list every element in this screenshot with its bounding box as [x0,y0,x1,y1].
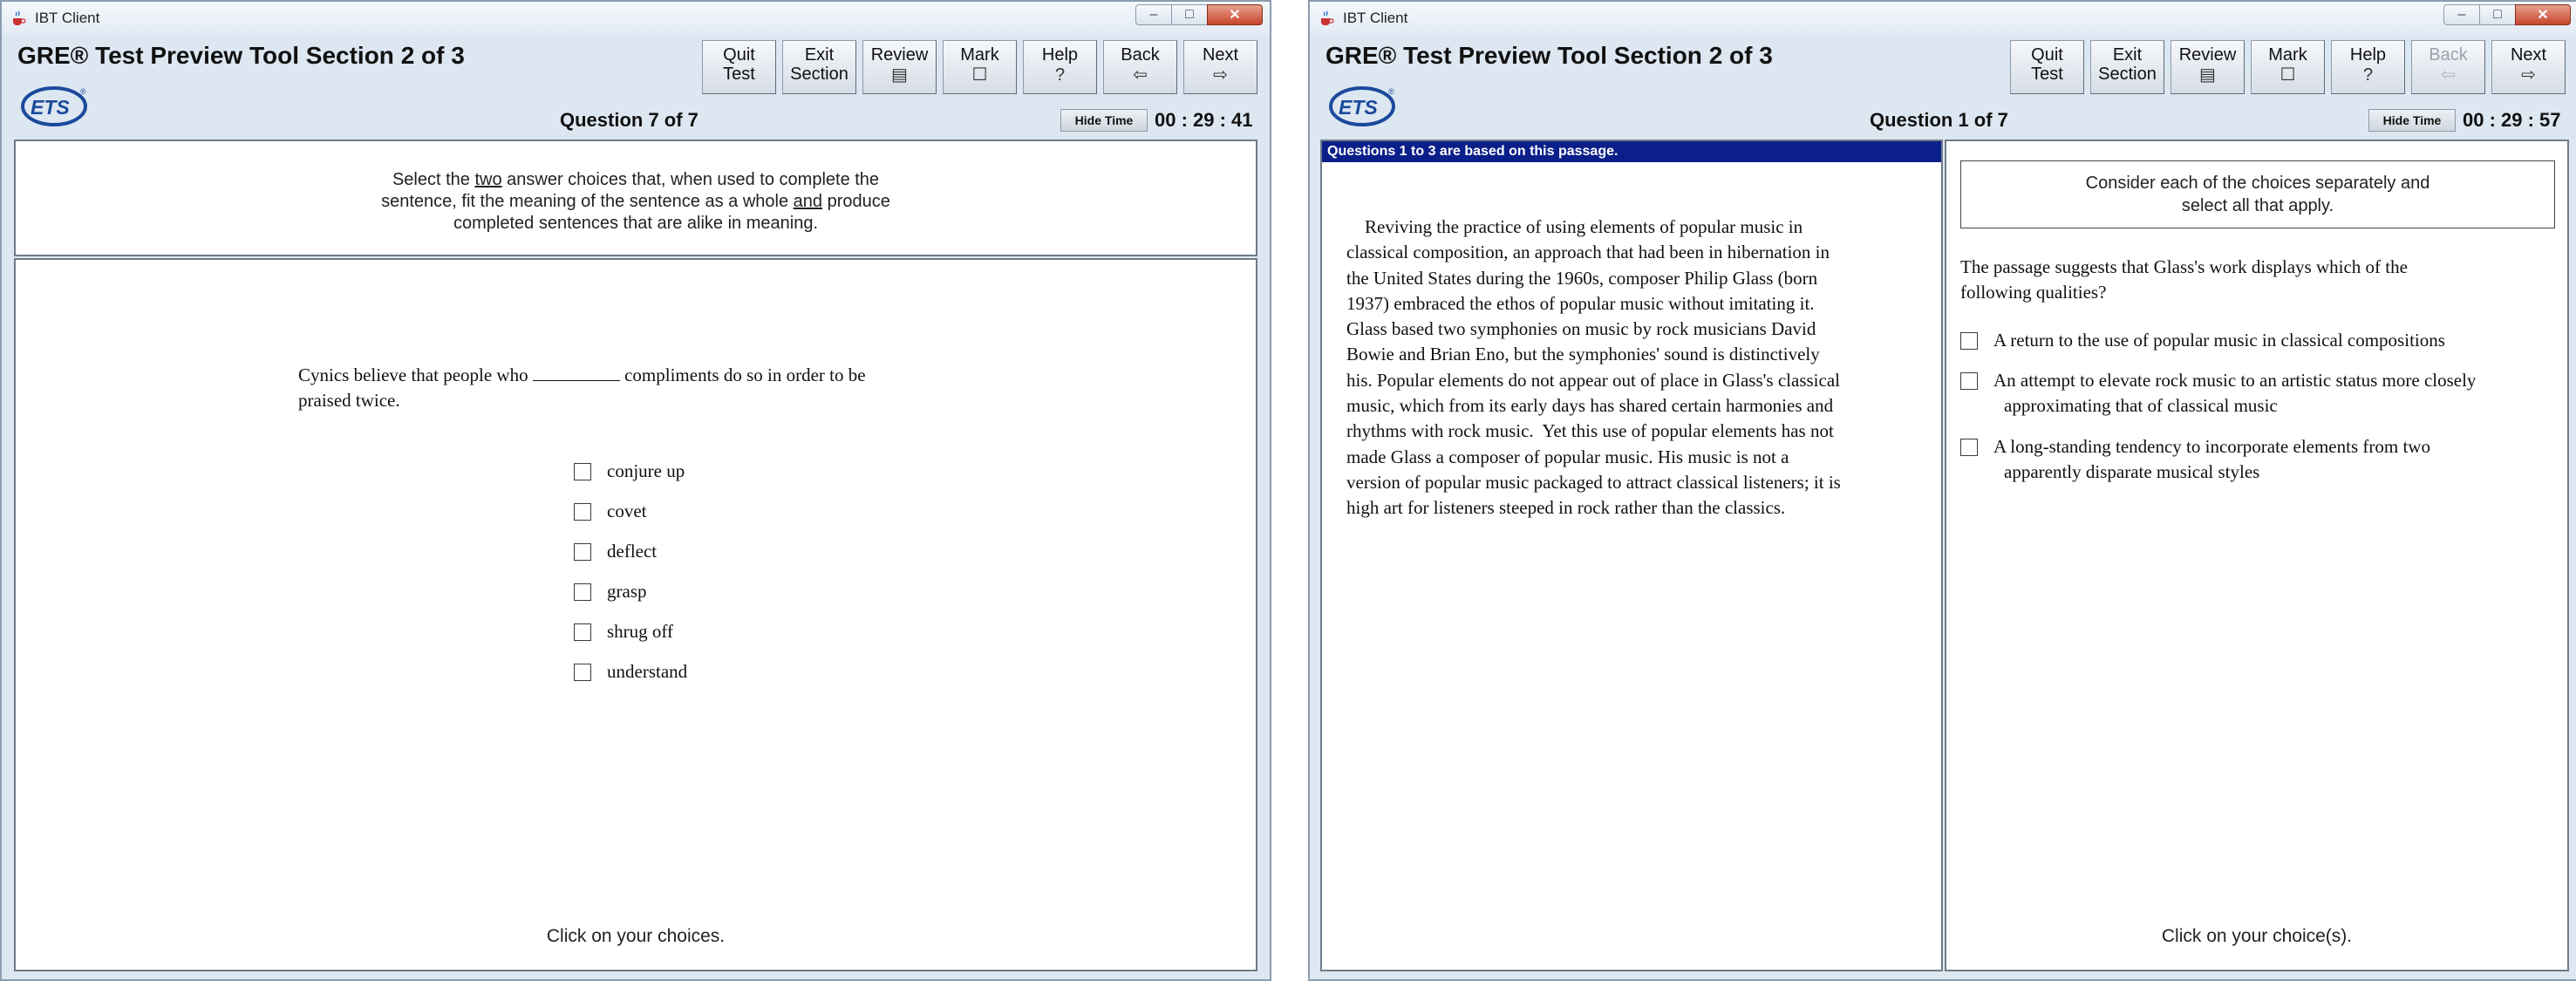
choice-line2: approximating that of classical music [2004,395,2278,416]
svg-text:®: ® [1388,87,1394,96]
window-controls [1136,4,1263,27]
directions-text-part: sentence, fit the meaning of the sentence as a whole [381,192,794,211]
help-button[interactable] [1023,40,1097,94]
question-mark-icon: ? [1054,65,1066,85]
directions-text [16,169,1256,235]
answer-choice[interactable] [1960,368,2562,419]
window-controls [2444,4,2571,27]
next-button[interactable] [2491,40,2566,94]
question-line2: following qualities? [1960,282,2107,303]
close-icon[interactable]: ✕ [1207,4,1263,25]
passage-header: Questions 1 to 3 are based on this passage. [1322,141,1941,162]
quit-label-line2: Test [2031,65,2063,84]
back-label: Back [1121,45,1160,65]
arrow-right-icon: ⇨ [2521,65,2536,85]
checkbox[interactable] [1960,332,1978,350]
answer-choice[interactable] [1960,328,2562,353]
question-counter: Question 1 of 7 [1870,109,2008,131]
checkbox[interactable] [574,463,591,480]
passage-pane [1320,140,1943,971]
hide-time-button[interactable]: Hide Time [2368,109,2456,132]
exit-section-button[interactable] [2090,40,2164,94]
passage-line: high art for listeners steeped in rock rather than the classics. [1346,497,1786,519]
choice-line1: A return to the use of popular music in classical compositions [1993,330,2445,351]
ets-logo [19,82,92,129]
instruction-line2: select all that apply. [2181,196,2334,215]
question-stem-part: Cynics believe that people who [298,364,528,385]
passage-line: rhythms with rock music. Yet this use of popular elements has not [1346,420,1834,442]
choice-label: covet [607,501,647,521]
answer-choice[interactable] [574,659,687,685]
exit-label-line2: Section [790,65,848,84]
exit-label-line1: Exit [2112,45,2143,65]
mark-button[interactable] [2251,40,2325,94]
checkbox[interactable] [574,503,591,521]
quit-test-button[interactable] [702,40,776,94]
checkbox[interactable] [574,664,591,681]
checkbox[interactable] [574,583,591,601]
question-pane [14,258,1257,971]
sentence-blank [533,364,620,381]
window-title: IBT Client [35,10,100,26]
toolbar-buttons [2004,40,2566,94]
svg-text:®: ® [80,87,86,96]
answer-choice[interactable] [1960,434,2562,485]
review-button[interactable] [862,40,937,94]
directions-line1 [16,169,1256,191]
back-button [2411,40,2485,94]
window-title: IBT Client [1343,10,1408,26]
answer-choice[interactable] [574,579,647,604]
directions-emphasis-two: two [474,170,502,189]
app-title: GRE® Test Preview Tool Section 2 of 3 [17,42,465,69]
passage-line: Glass based two symphonies on music by rock musicians David [1346,318,1816,340]
answer-choice[interactable] [574,499,646,524]
choice-line1: A long-standing tendency to incorporate elements from two [1993,436,2430,457]
next-label: Next [2510,45,2547,65]
question-stem-part: praised twice. [298,390,400,411]
review-icon: ▤ [891,65,908,85]
directions-text-part: Select the [392,170,475,189]
timer: 00 : 29 : 41 [1155,109,1253,131]
test-toolbar [2,35,1270,138]
choice-label: grasp [607,581,647,602]
answer-choice[interactable] [574,539,657,564]
passage-line: the United States during the 1960s, composer Philip Glass (born [1346,267,1818,289]
choice-label [1993,328,2445,353]
review-label: Review [870,45,929,65]
checkbox[interactable] [574,543,591,561]
instruction-line1: Consider each of the choices separately and [2085,174,2430,193]
choice-label: shrug off [607,621,674,642]
question-stem-part: compliments do so in order to be [619,364,866,385]
question-stem [298,363,961,413]
left-window [0,0,1271,981]
exit-label-line2: Section [2098,65,2157,84]
passage-line: classical composition, an approach that had been in hibernation in [1346,242,1830,263]
next-label: Next [1202,45,1239,65]
arrow-right-icon: ⇨ [1213,65,1228,85]
back-label: Back [2429,45,2468,65]
choice-label: understand [607,661,688,682]
title-bar[interactable] [1310,2,2576,36]
choice-line2: apparently disparate musical styles [2004,461,2260,482]
passage-text [1346,215,1939,521]
mark-button[interactable] [943,40,1017,94]
mark-label: Mark [2268,45,2307,65]
minimize-icon[interactable]: – [2443,4,2480,25]
question-mark-icon: ? [2362,65,2374,85]
right-window [1308,0,2576,981]
test-toolbar [1310,35,2576,138]
answer-choice[interactable] [574,619,673,644]
choice-label: deflect [607,541,658,562]
question-stem [1960,255,2562,305]
java-cup-icon [10,10,26,26]
checkbox[interactable] [574,623,591,641]
exit-section-button[interactable] [782,40,856,94]
toolbar-buttons [696,40,1257,94]
minimize-icon[interactable]: – [1135,4,1172,25]
passage-line: Bowie and Brian Eno, but the symphonies' sound is distinctively [1346,344,1820,365]
app-title: GRE® Test Preview Tool Section 2 of 3 [1325,42,1773,69]
svg-text:ETS: ETS [1339,96,1378,119]
question-pane [1945,140,2569,971]
footer-hint: Click on your choices. [546,926,726,946]
maximize-icon[interactable]: □ [2479,4,2516,25]
hide-time-button[interactable]: Hide Time [1060,109,1148,132]
passage-line: Reviving the practice of using elements of popular music in [1346,216,1803,237]
ets-logo [1327,82,1400,129]
directions-text-part: answer choices that, when used to complete the [501,170,880,189]
help-label: Help [2349,45,2387,65]
passage-line: 1937) embraced the ethos of popular music without imitating it. [1346,292,1815,314]
choice-label [1993,434,2430,485]
help-label: Help [1041,45,1079,65]
passage-line: made Glass a composer of popular music. His music is not a [1346,446,1789,467]
maximize-icon[interactable]: □ [1171,4,1208,25]
question-line1: The passage suggests that Glass's work displays which of the [1960,256,2408,277]
quit-test-button[interactable] [2010,40,2084,94]
svg-text:ETS: ETS [31,96,70,119]
answer-choice[interactable] [574,459,685,484]
passage-line: music, which from its early days has shared certain harmonies and [1346,395,1834,417]
question-counter: Question 7 of 7 [560,109,699,131]
help-button[interactable] [2331,40,2405,94]
mark-checkbox-icon: ☐ [2280,65,2296,85]
directions-text-part: produce [822,192,890,211]
instruction-box [1960,160,2555,228]
choice-label: conjure up [607,460,685,481]
checkbox[interactable] [1960,439,1978,456]
directions-pane [14,140,1257,256]
footer-hint: Click on your choice(s). [2161,926,2353,946]
review-button[interactable] [2171,40,2245,94]
review-label: Review [2178,45,2237,65]
quit-label-line1: Quit [2031,45,2063,65]
close-icon[interactable]: ✕ [2515,4,2571,25]
passage-line: version of popular music packaged to attract classical listeners; it is [1346,471,1841,493]
directions-line2 [16,191,1256,213]
mark-checkbox-icon: ☐ [971,65,988,85]
quit-label-line1: Quit [723,45,755,65]
back-button[interactable] [1103,40,1177,94]
choice-label [1993,368,2476,419]
exit-label-line1: Exit [804,45,835,65]
instruction-text [2086,172,2430,217]
quit-label-line2: Test [723,65,755,84]
mark-label: Mark [960,45,999,65]
next-button[interactable] [1183,40,1257,94]
directions-line3: completed sentences that are alike in meaning. [453,214,819,233]
checkbox[interactable] [1960,372,1978,390]
arrow-left-icon: ⇦ [1133,65,1148,85]
passage-line: his. Popular elements do not appear out of place in Glass's classical [1346,369,1840,391]
choice-line1: An attempt to elevate rock music to an artistic status more closely [1993,370,2477,391]
java-cup-icon [1319,10,1334,26]
timer: 00 : 29 : 57 [2463,109,2561,131]
review-icon: ▤ [2199,65,2216,85]
title-bar[interactable] [2,2,1270,36]
directions-emphasis-and: and [793,192,823,211]
arrow-left-icon: ⇦ [2441,65,2456,85]
